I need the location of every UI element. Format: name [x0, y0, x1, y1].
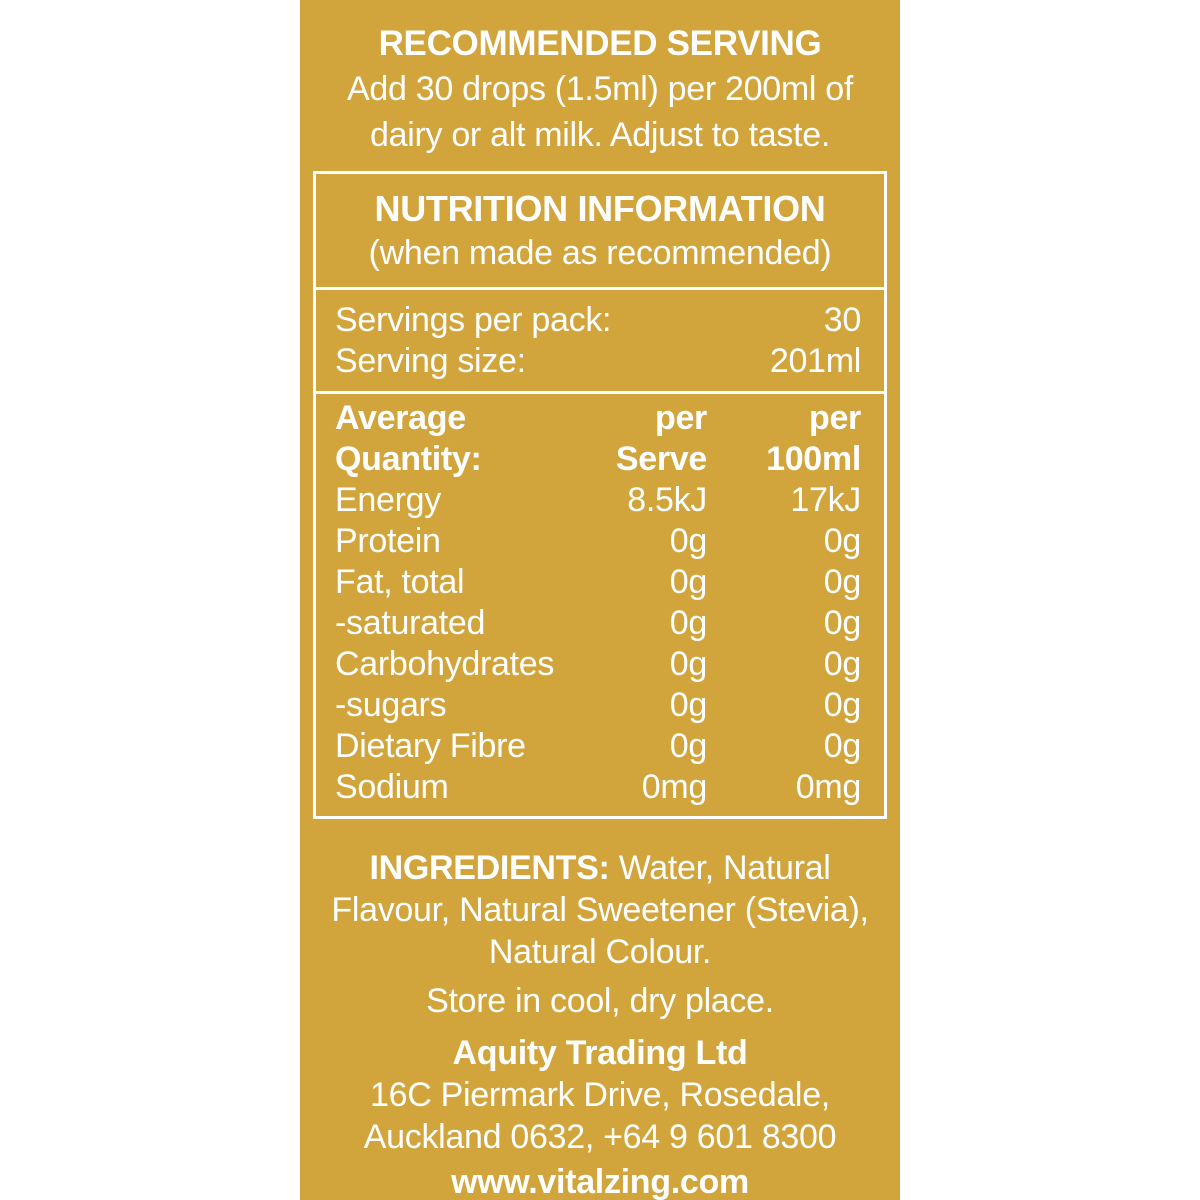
- nutrient-per-serve: 0g: [669, 604, 707, 642]
- serving-size-row: [335, 341, 861, 382]
- table-row: [335, 685, 861, 726]
- nutrient-name: Sodium: [335, 768, 449, 806]
- servings-per-pack-label: Servings per pack:: [335, 301, 612, 339]
- nutrient-name: Energy: [335, 481, 441, 519]
- nutrient-rows: [335, 480, 861, 808]
- ingredients-line1: [300, 847, 900, 889]
- nutrient-per-serve: 0g: [669, 563, 707, 601]
- nutrition-panel-subtitle: (when made as recommended): [368, 234, 832, 272]
- nutrient-name: Protein: [335, 522, 441, 560]
- recommended-serving-line1: Add 30 drops (1.5ml) per 200ml of: [346, 70, 854, 108]
- nutrient-per-serve: 0g: [669, 686, 707, 724]
- nutrient-per-serve: 0g: [669, 522, 707, 560]
- header-per-100ml: per 100ml: [766, 399, 861, 478]
- nutrition-information-panel: [313, 171, 887, 819]
- table-row: [335, 767, 861, 808]
- table-row: [335, 480, 861, 521]
- nutrition-table: [335, 398, 861, 808]
- nutrient-per-100ml: 0g: [823, 522, 861, 560]
- recommended-serving-heading: RECOMMENDED SERVING: [378, 24, 822, 63]
- table-row: [335, 562, 861, 603]
- label-panel: [300, 0, 900, 1200]
- servings-per-pack-value: 30: [823, 301, 861, 339]
- servings-per-pack-row: [335, 300, 861, 341]
- nutrition-table-section: [316, 391, 884, 816]
- nutrient-per-serve: 0mg: [641, 768, 707, 806]
- nutrient-name: -sugars: [335, 686, 447, 724]
- header-average-quantity: Average Quantity:: [335, 399, 482, 478]
- company-address-line2: Auckland 0632, +64 9 601 8300: [363, 1118, 837, 1156]
- storage-instruction: Store in cool, dry place.: [426, 982, 774, 1020]
- servings-section: [316, 287, 884, 391]
- nutrition-table-header-row: [335, 398, 861, 480]
- ingredients-line1-rest: Water, Natural: [609, 849, 831, 887]
- table-row: [335, 644, 861, 685]
- nutrient-per-100ml: 17kJ: [790, 481, 861, 519]
- ingredients-line3: Natural Colour.: [488, 933, 712, 971]
- company-name: Aquity Trading Ltd: [452, 1034, 748, 1072]
- company-info: [300, 1032, 900, 1158]
- nutrient-per-100ml: 0g: [823, 645, 861, 683]
- serving-size-value: 201ml: [769, 342, 861, 380]
- nutrient-per-100ml: 0g: [823, 686, 861, 724]
- nutrient-name: Carbohydrates: [335, 645, 555, 683]
- table-row: [335, 603, 861, 644]
- nutrition-panel-header: [316, 174, 884, 287]
- nutrient-per-100ml: 0g: [823, 727, 861, 765]
- nutrient-name: Fat, total: [335, 563, 465, 601]
- ingredients-line2: Flavour, Natural Sweetener (Stevia),: [331, 891, 869, 929]
- nutrient-name: Dietary Fibre: [335, 727, 526, 765]
- nutrient-per-100ml: 0g: [823, 604, 861, 642]
- table-row: [335, 726, 861, 767]
- nutrient-per-100ml: 0g: [823, 563, 861, 601]
- company-address-line1: 16C Piermark Drive, Rosedale,: [370, 1076, 830, 1114]
- header-per-serve: per Serve: [615, 399, 707, 478]
- serving-size-label: Serving size:: [335, 342, 526, 380]
- ingredients-label: INGREDIENTS:: [369, 849, 610, 887]
- nutrient-per-serve: 8.5kJ: [627, 481, 707, 519]
- ingredients-section: [300, 847, 900, 973]
- recommended-serving-section: [300, 0, 900, 158]
- nutrition-panel-title: NUTRITION INFORMATION: [374, 188, 826, 229]
- company-website: www.vitalzing.com: [451, 1163, 749, 1200]
- nutrient-per-serve: 0g: [669, 727, 707, 765]
- table-row: [335, 521, 861, 562]
- nutrient-per-100ml: 0mg: [795, 768, 861, 806]
- nutrient-per-serve: 0g: [669, 645, 707, 683]
- recommended-serving-line2: dairy or alt milk. Adjust to taste.: [369, 116, 831, 154]
- nutrient-name: -saturated: [335, 604, 486, 642]
